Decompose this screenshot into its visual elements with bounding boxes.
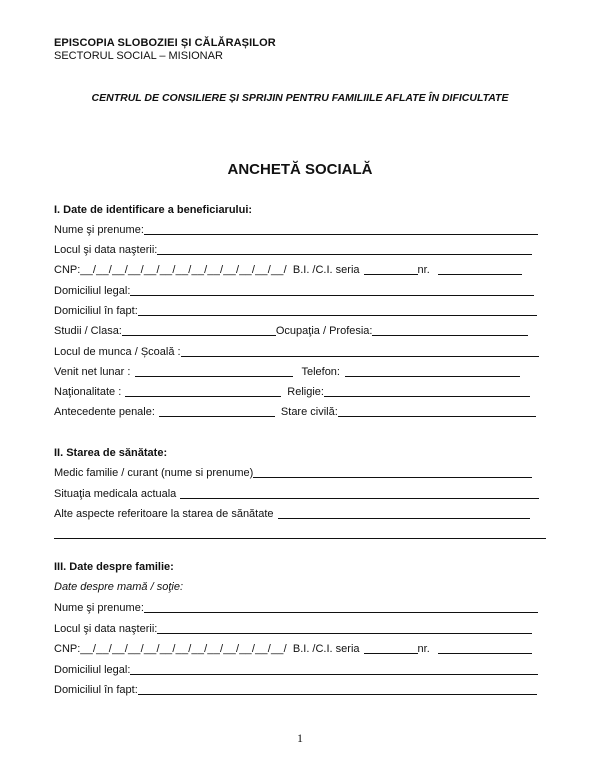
field-telefon-label: Telefon: [301, 366, 340, 378]
field-situatia-blank[interactable] [180, 487, 539, 499]
field-loc-munca-blank[interactable] [181, 345, 539, 357]
field-ocupatia-blank[interactable] [372, 324, 528, 336]
field-mama-dom-legal[interactable] [54, 662, 538, 677]
field-nationalitate-religie[interactable] [54, 384, 530, 399]
field-religie-blank[interactable] [324, 385, 530, 397]
section-1-heading: I. Date de identificare a beneficiarului: [54, 204, 253, 216]
field-nr-label: nr. [417, 264, 430, 276]
field-bi-label: B.I. /C.I. seria [292, 264, 360, 276]
section-2-heading: II. Starea de sănătate: [54, 447, 168, 459]
field-venit-label: Venit net lunar : [54, 366, 131, 378]
field-medic-blank[interactable] [253, 466, 532, 478]
field-nume-label: Nume şi prenume: [54, 224, 144, 236]
field-nr-blank[interactable] [438, 263, 522, 275]
field-nume[interactable] [54, 222, 538, 237]
field-alte-continuare[interactable] [54, 526, 546, 541]
field-studii-ocupatia[interactable] [54, 323, 528, 338]
field-mama-dom-fapt-label: Domiciliul în fapt: [54, 684, 138, 696]
section-3-heading: III. Date despre familie: [54, 561, 174, 573]
field-telefon-blank[interactable] [345, 365, 520, 377]
center-name: CENTRUL DE CONSILIERE ȘI SPRIJIN PENTRU FAMILIILE AFLATE ÎN DIFICULTATE [91, 92, 509, 104]
field-loc-munca-label: Locul de munca / Școală : [54, 346, 181, 358]
field-alte-label: Alte aspecte referitoare la starea de sănătate [54, 508, 274, 520]
field-locul-blank[interactable] [157, 243, 532, 255]
field-antecedente-blank[interactable] [159, 405, 275, 417]
field-mama-nume-label: Nume şi prenume: [54, 602, 144, 614]
field-situatia-label: Situaţia medicala actuala [54, 488, 177, 500]
field-mama-dom-fapt-blank[interactable] [138, 683, 537, 695]
page-number: 1 [297, 731, 303, 745]
field-mama-locul[interactable] [54, 621, 532, 636]
field-situatia[interactable] [54, 486, 539, 501]
field-mama-nr-label: nr. [417, 643, 430, 655]
field-mama-cnp-label: CNP: [54, 643, 81, 655]
field-dom-fapt-blank[interactable] [138, 304, 537, 316]
field-alte-continuare-blank[interactable] [54, 527, 546, 539]
field-mama-nume[interactable] [54, 600, 538, 615]
field-stare-civila-label: Stare civilă: [280, 406, 338, 418]
field-mama-dom-fapt[interactable] [54, 682, 537, 697]
sector-name: SECTORUL SOCIAL – MISIONAR [54, 50, 223, 62]
field-locul-label: Locul şi data naşterii: [54, 244, 158, 256]
field-dom-legal-blank[interactable] [130, 284, 534, 296]
field-ocupatia-label: Ocupaţia / Profesia: [275, 325, 373, 337]
field-mama-bi-label: B.I. /C.I. seria [292, 643, 360, 655]
field-nationalitate-blank[interactable] [125, 385, 281, 397]
field-stare-civila-blank[interactable] [338, 405, 536, 417]
field-bi-serie-blank[interactable] [364, 263, 418, 275]
field-religie-label: Religie: [287, 386, 324, 398]
field-antecedente-label: Antecedente penale: [54, 406, 155, 418]
field-mama-bi-serie-blank[interactable] [364, 642, 418, 654]
field-studii-label: Studii / Clasa: [54, 325, 122, 337]
field-domiciliu-legal[interactable] [54, 283, 534, 298]
field-medic-label: Medic familie / curant (nume si prenume) [54, 467, 254, 479]
field-mama-dom-legal-blank[interactable] [130, 663, 538, 675]
field-nationalitate-label: Naţionalitate : [54, 386, 122, 398]
field-antecedente-stare[interactable] [54, 404, 536, 419]
field-mama-locul-label: Locul şi data naşterii: [54, 623, 158, 635]
field-alte-aspecte[interactable] [54, 506, 530, 521]
field-mama-dom-legal-label: Domiciliul legal: [54, 664, 131, 676]
org-name: EPISCOPIA SLOBOZIEI ȘI CĂLĂRAȘILOR [54, 37, 276, 49]
field-venit-telefon[interactable] [54, 364, 520, 379]
cnp-boxes[interactable]: __/__/__/__/__/__/__/__/__/__/__/__/__/ [80, 264, 287, 276]
field-mama-nume-blank[interactable] [144, 601, 538, 613]
mama-cnp-boxes[interactable]: __/__/__/__/__/__/__/__/__/__/__/__/__/ [80, 643, 287, 655]
field-mama-locul-blank[interactable] [157, 622, 532, 634]
field-alte-blank[interactable] [278, 507, 530, 519]
field-locul-data[interactable] [54, 242, 532, 257]
field-nume-blank[interactable] [144, 223, 538, 235]
field-domiciliu-fapt[interactable] [54, 303, 537, 318]
field-loc-munca[interactable] [54, 344, 539, 359]
field-medic[interactable] [54, 465, 532, 480]
field-studii-blank[interactable] [122, 324, 276, 336]
field-mama-cnp-bi[interactable] [54, 641, 532, 656]
field-dom-fapt-label: Domiciliul în fapt: [54, 305, 138, 317]
field-mama-nr-blank[interactable] [438, 642, 532, 654]
section-3-subheading: Date despre mamă / soţie: [54, 581, 184, 593]
field-cnp-label: CNP: [54, 264, 81, 276]
field-cnp-bi[interactable] [54, 262, 522, 277]
field-dom-legal-label: Domiciliul legal: [54, 285, 131, 297]
field-venit-blank[interactable] [135, 365, 293, 377]
document-title: ANCHETĂ SOCIALĂ [227, 161, 373, 178]
